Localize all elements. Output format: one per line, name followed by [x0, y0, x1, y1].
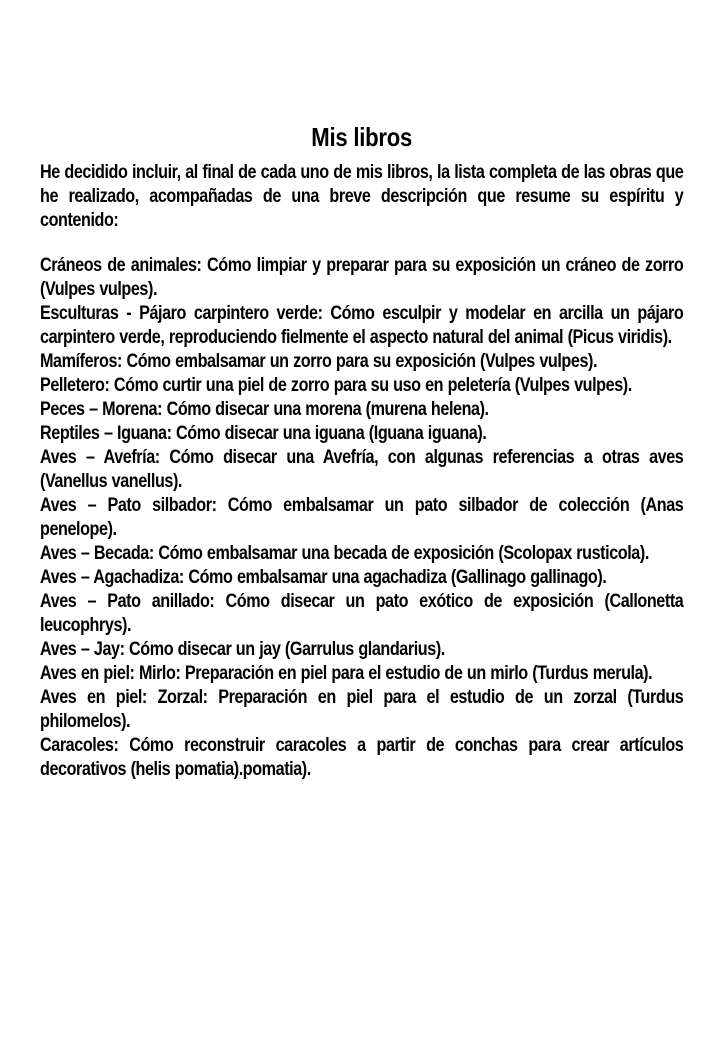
- book-entry: Mamíferos: Cómo embalsamar un zorro para su exposición (Vulpes vulpes).: [40, 351, 598, 372]
- book-entry: Peces – Morena: Cómo disecar una morena (murena helena).: [40, 399, 489, 420]
- page-title: Mis libros: [311, 122, 413, 152]
- book-entry: Aves en piel: Mirlo: Preparación en piel para el estudio de un mirlo (Turdus merula).: [40, 663, 653, 684]
- book-entry: Reptiles – Iguana: Cómo disecar una iguana (Iguana iguana).: [40, 423, 487, 444]
- book-entry: Aves – Pato silbador: Cómo embalsamar un pato silbador de colección (Anas penelope).: [40, 495, 684, 540]
- book-entry: Aves – Pato anillado: Cómo disecar un pato exótico de exposición (Callonetta leucophrys).: [40, 591, 684, 636]
- document-content: [40, 122, 683, 782]
- book-entry: Aves – Agachadiza: Cómo embalsamar una agachadiza (Gallinago gallinago).: [40, 567, 607, 588]
- book-entry: Aves – Becada: Cómo embalsamar una becada de exposición (Scolopax rusticola).: [40, 543, 649, 564]
- book-entry: Aves – Jay: Cómo disecar un jay (Garrulus glandarius).: [40, 639, 445, 660]
- book-entry: Pelletero: Cómo curtir una piel de zorro para su uso en peletería (Vulpes vulpes).: [40, 375, 632, 396]
- intro-paragraph: He decidido incluir, al final de cada uno de mis libros, la lista completa de las obras que he realizado, acompañadas de una breve descripción que resume su espíritu y contenido:: [40, 162, 684, 231]
- book-entry: Cráneos de animales: Cómo limpiar y preparar para su exposición un cráneo de zorro (Vulpes vulpes).: [40, 255, 684, 300]
- book-entry: Caracoles: Cómo reconstruir caracoles a partir de conchas para crear artículos decorativos (helis pomatia).pomatia).: [40, 735, 684, 780]
- book-entry: Aves – Avefría: Cómo disecar una Avefría, con algunas referencias a otras aves (Vanellus vanellus).: [40, 447, 684, 492]
- book-entry: Esculturas - Pájaro carpintero verde: Cómo esculpir y modelar en arcilla un pájaro carpintero verde, reproduciendo fielmente el aspecto natural del animal (Picus viridis).: [40, 303, 684, 348]
- book-entry: Aves en piel: Zorzal: Preparación en piel para el estudio de un zorzal (Turdus philomelos).: [40, 687, 684, 732]
